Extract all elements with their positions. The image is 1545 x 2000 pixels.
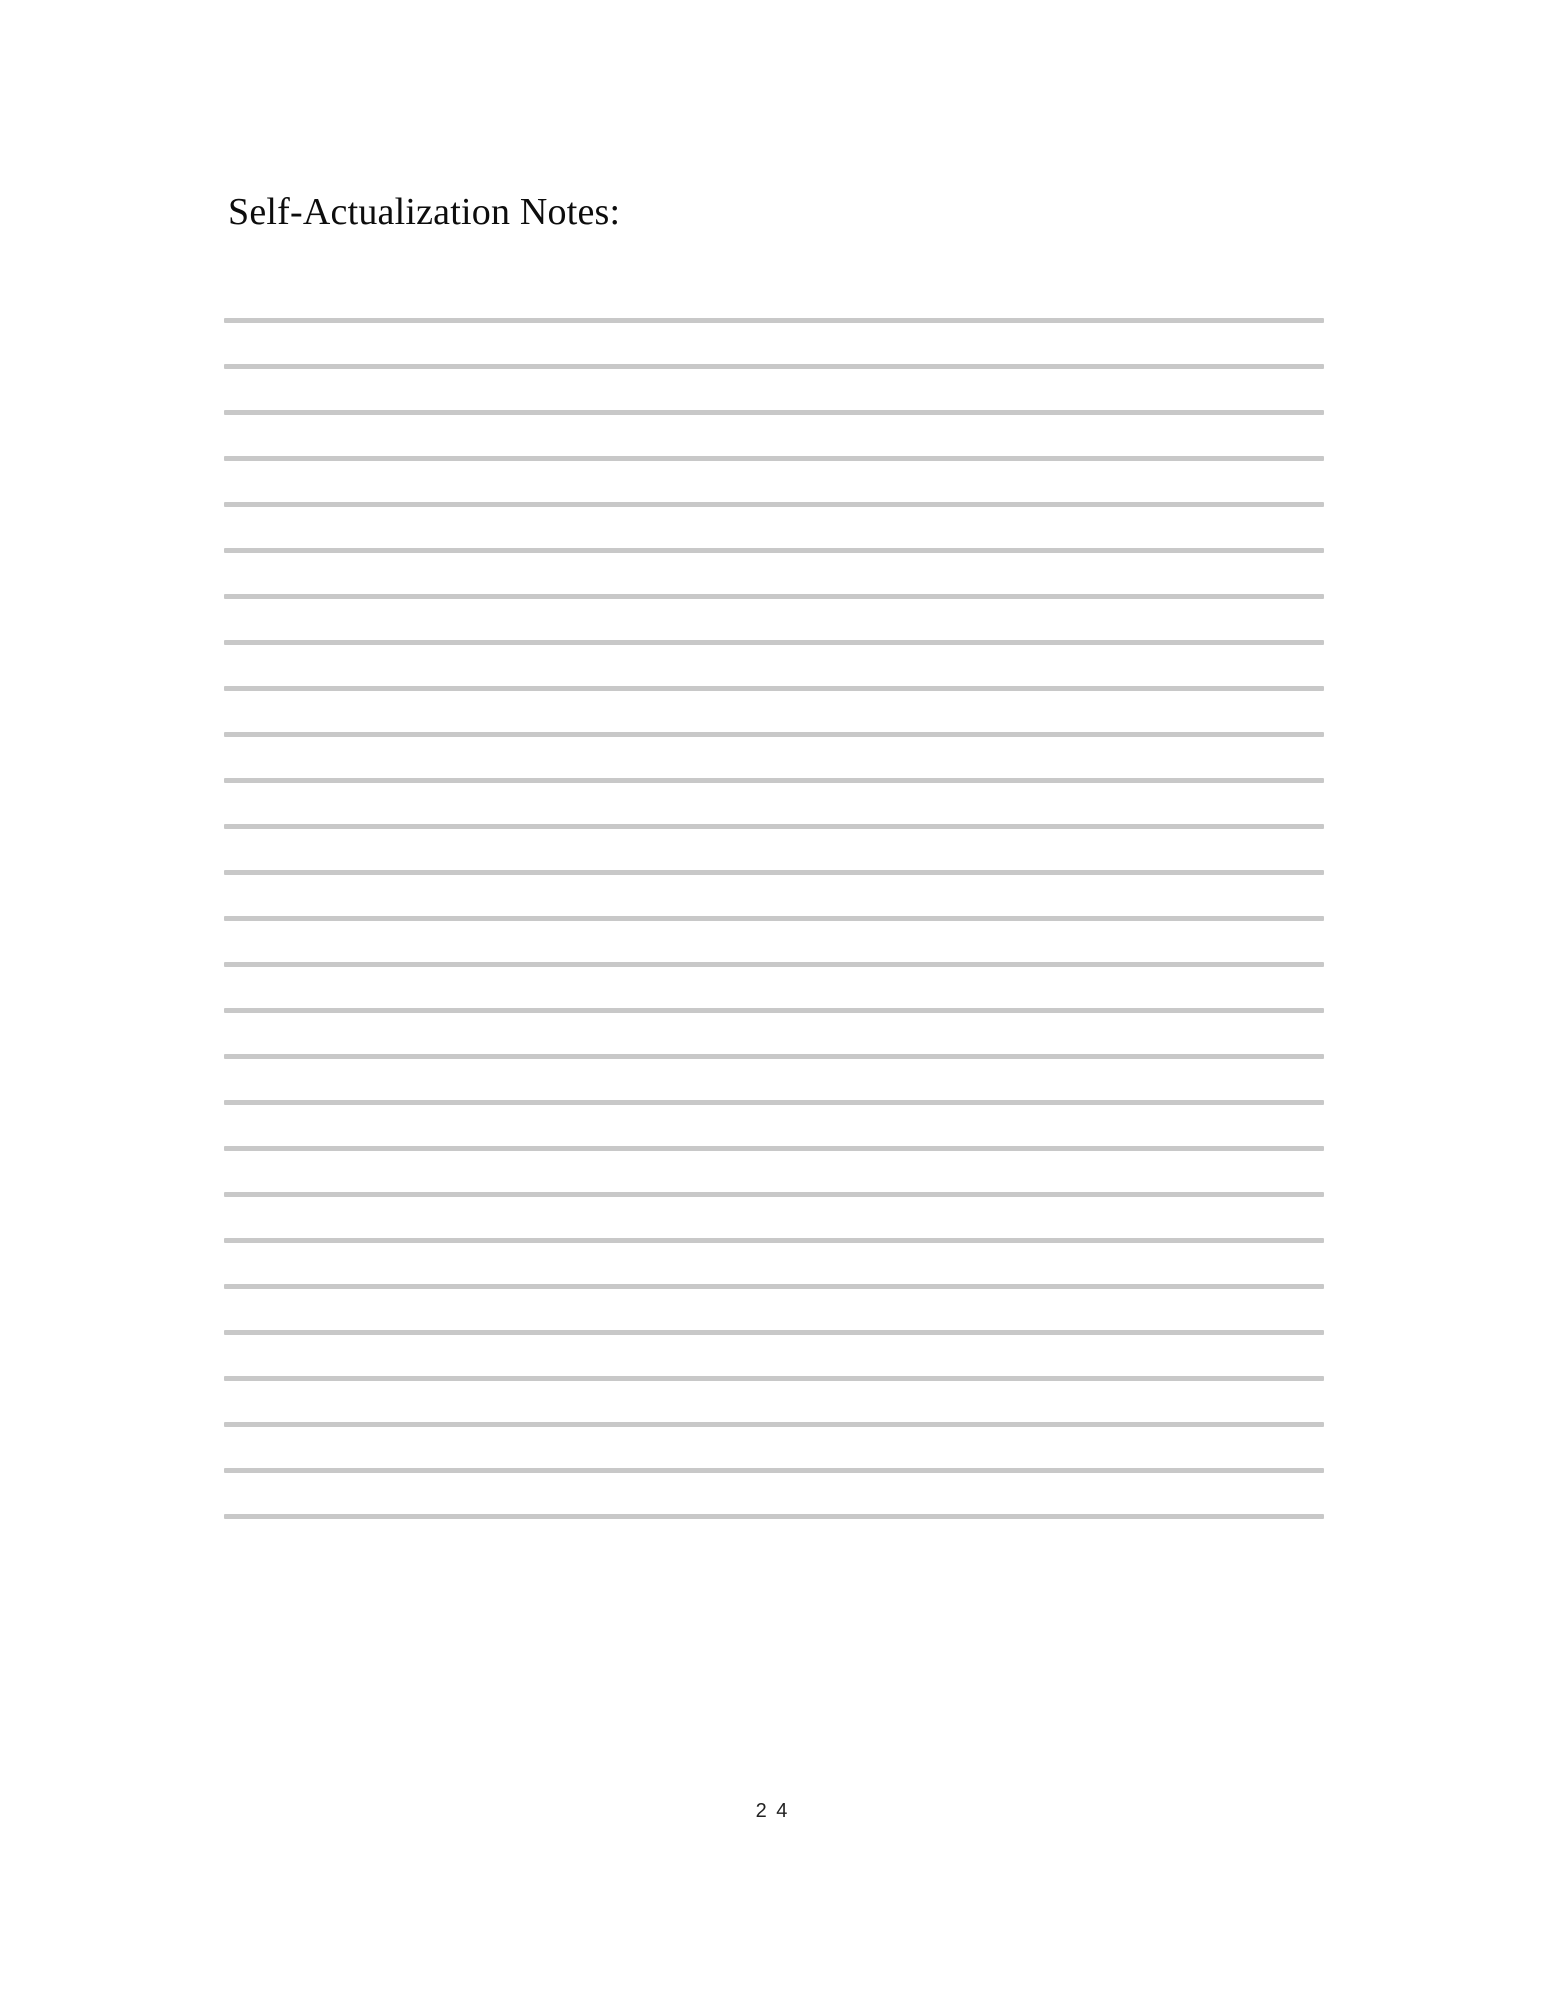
writing-line[interactable] — [224, 1468, 1324, 1473]
writing-line[interactable] — [224, 364, 1324, 369]
writing-line[interactable] — [224, 548, 1324, 553]
writing-line[interactable] — [224, 1514, 1324, 1519]
writing-line[interactable] — [224, 1008, 1324, 1013]
writing-line[interactable] — [224, 686, 1324, 691]
writing-line[interactable] — [224, 640, 1324, 645]
writing-line[interactable] — [224, 1238, 1324, 1243]
writing-line[interactable] — [224, 1284, 1324, 1289]
writing-line[interactable] — [224, 1146, 1324, 1151]
writing-line[interactable] — [224, 732, 1324, 737]
writing-line[interactable] — [224, 1054, 1324, 1059]
writing-line[interactable] — [224, 502, 1324, 507]
writing-line[interactable] — [224, 778, 1324, 783]
writing-line[interactable] — [224, 1192, 1324, 1197]
writing-line[interactable] — [224, 1422, 1324, 1427]
writing-line[interactable] — [224, 456, 1324, 461]
writing-line[interactable] — [224, 410, 1324, 415]
writing-line[interactable] — [224, 824, 1324, 829]
writing-line[interactable] — [224, 962, 1324, 967]
page-number: 2 4 — [755, 1800, 790, 1822]
writing-line[interactable] — [224, 1330, 1324, 1335]
writing-line[interactable] — [224, 1100, 1324, 1105]
writing-line[interactable] — [224, 870, 1324, 875]
writing-line[interactable] — [224, 916, 1324, 921]
writing-line[interactable] — [224, 318, 1324, 323]
page-title: Self-Actualization Notes: — [228, 191, 621, 233]
writing-line[interactable] — [224, 1376, 1324, 1381]
writing-lines-area[interactable] — [224, 318, 1324, 1519]
writing-line[interactable] — [224, 594, 1324, 599]
